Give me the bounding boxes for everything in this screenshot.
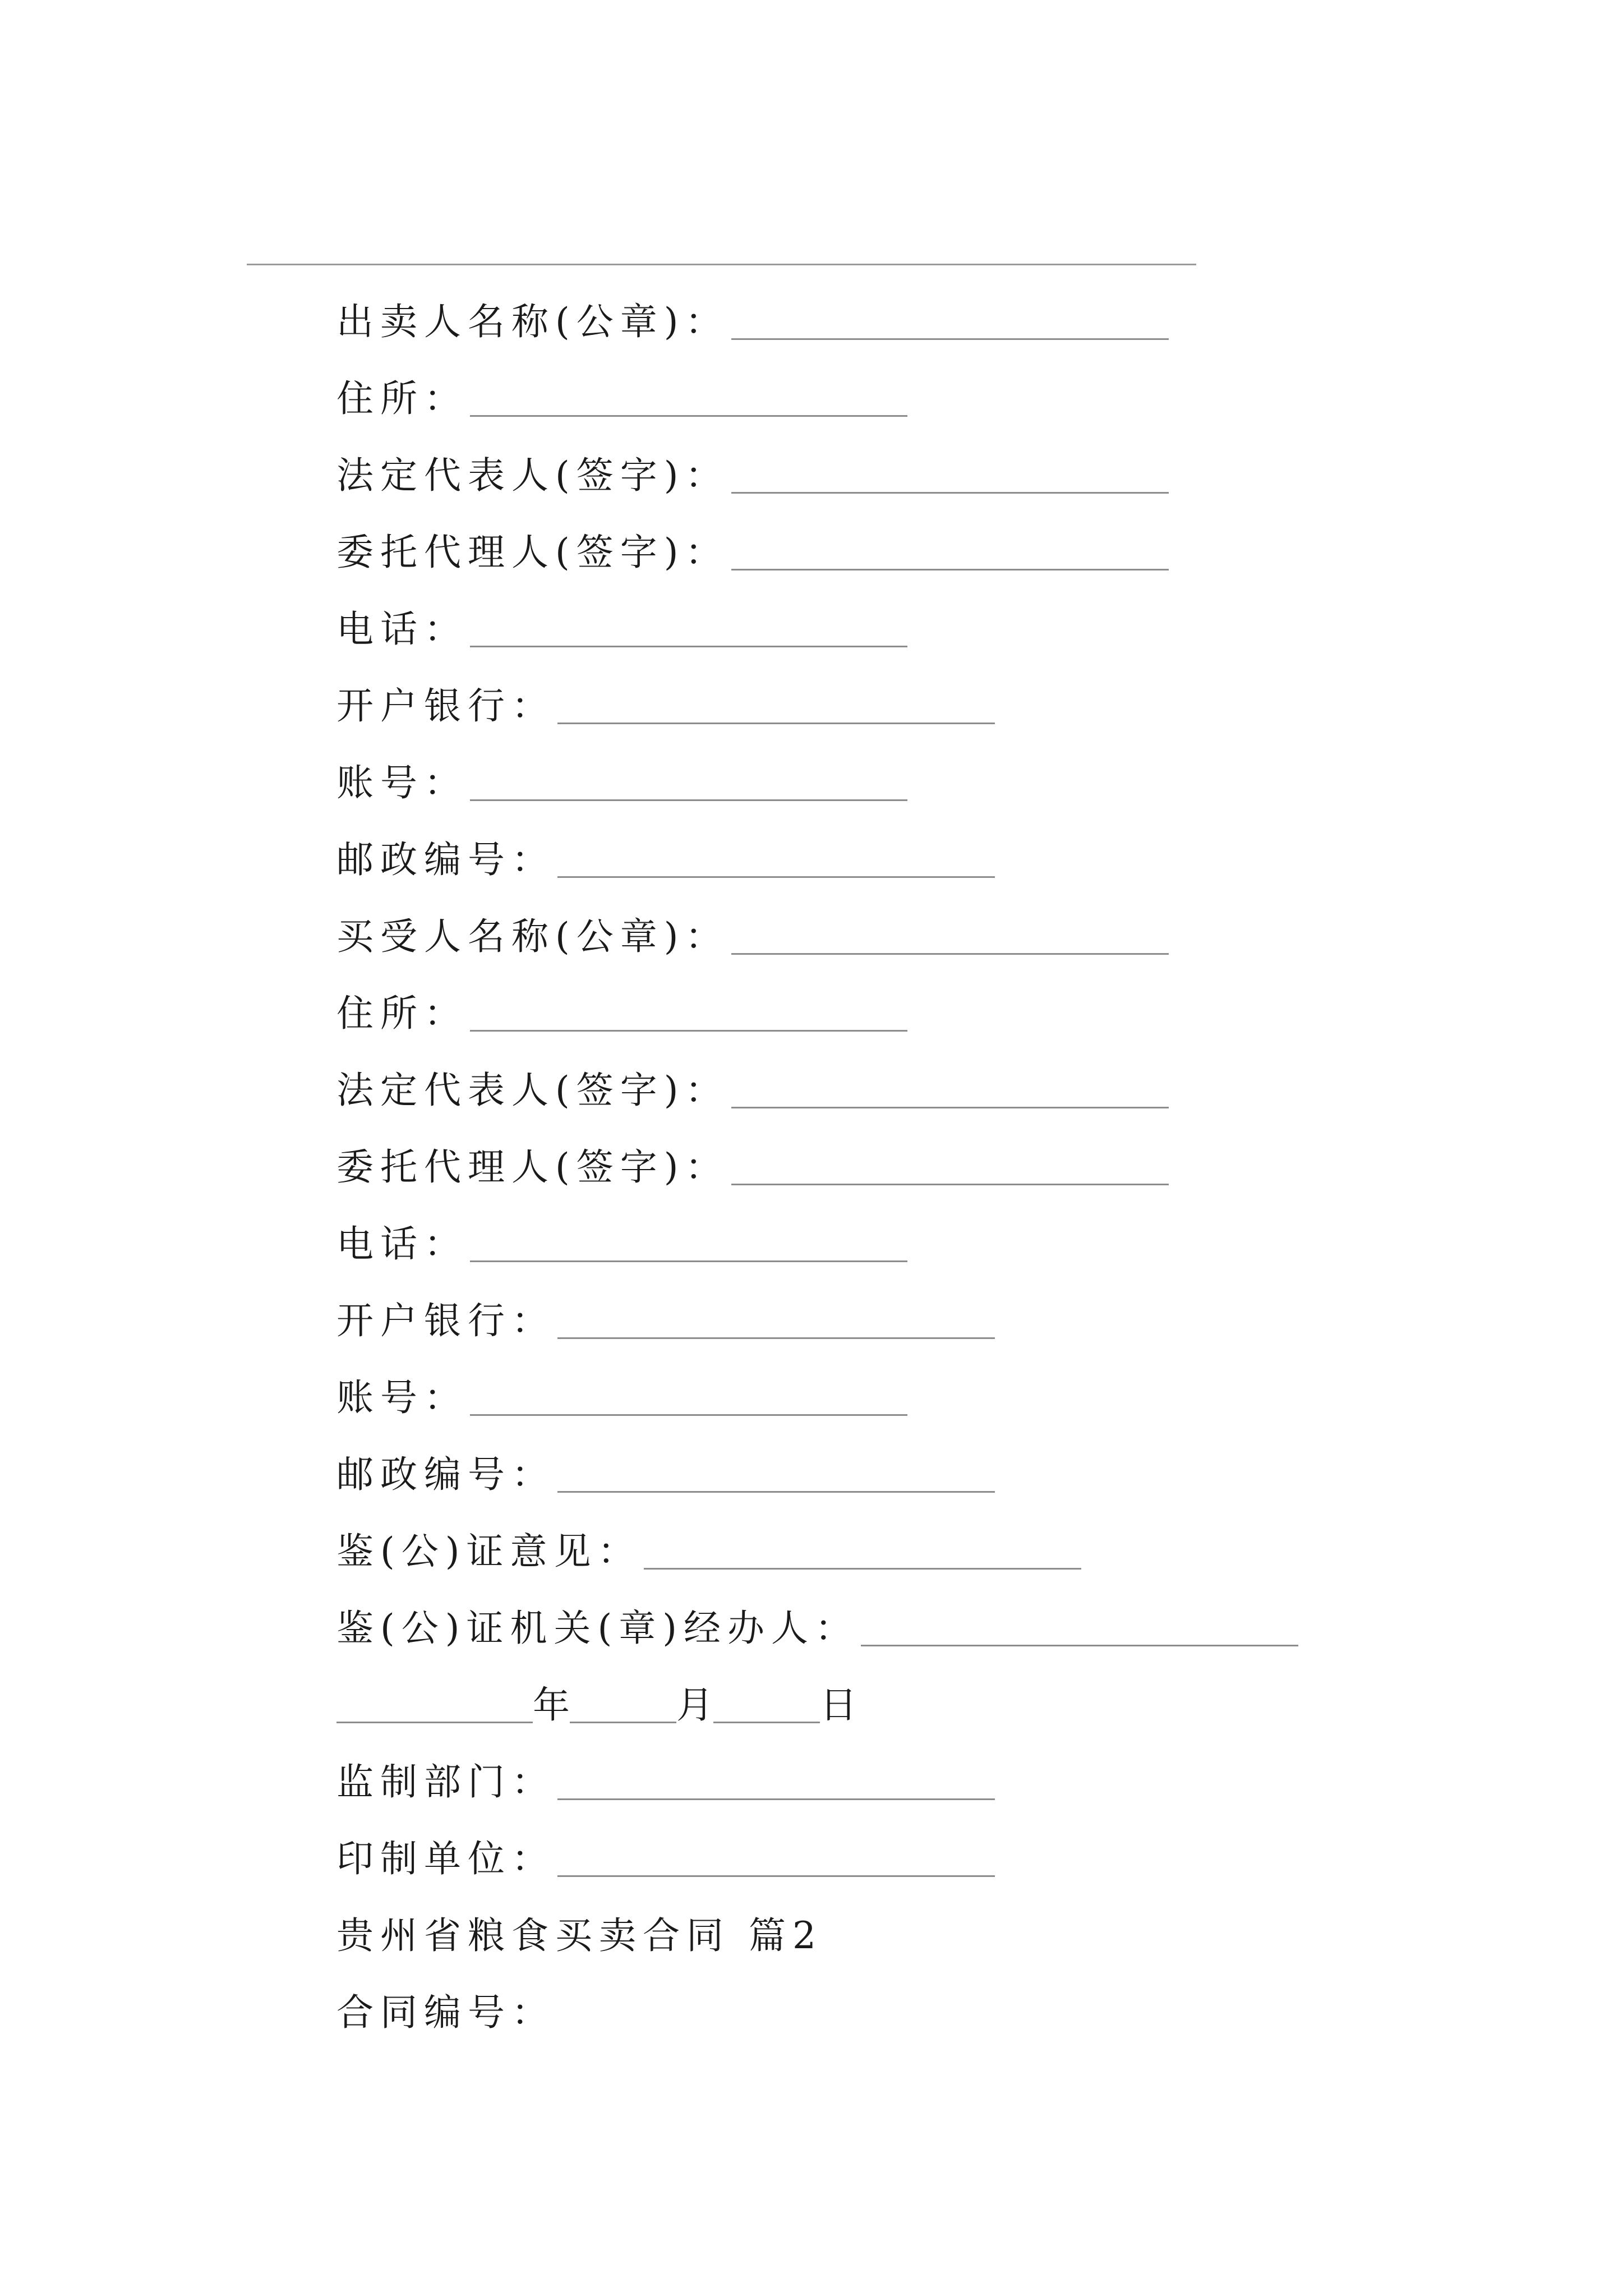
seller-legal-rep-label: 法定代表人(签字)：	[336, 454, 729, 497]
notary-office-label: 鉴(公)证机关(章)经办人：	[336, 1607, 859, 1650]
date-month-field[interactable]	[570, 1722, 676, 1723]
notary-office-field[interactable]	[861, 1645, 1298, 1646]
seller-agent-field[interactable]	[731, 569, 1169, 570]
date-month-label: 月	[676, 1683, 713, 1727]
buyer-legal-rep-field[interactable]	[731, 1107, 1169, 1108]
seller-address-row	[336, 365, 907, 432]
seller-account-label: 账号：	[336, 761, 468, 804]
buyer-name-field[interactable]	[731, 953, 1169, 955]
buyer-legal-rep-row	[336, 1057, 1169, 1124]
seller-name-field[interactable]	[731, 338, 1169, 340]
seller-postcode-row	[336, 826, 995, 894]
section-title-text: 贵州省粮食买卖合同 篇2	[336, 1914, 823, 1957]
date-year-label: 年	[533, 1683, 570, 1727]
seller-agent-label: 委托代理人(签字)：	[336, 531, 729, 574]
buyer-bank-label: 开户银行：	[336, 1299, 555, 1342]
seller-account-field[interactable]	[470, 799, 907, 801]
notary-opinion-label: 鉴(公)证意见：	[336, 1530, 642, 1573]
supervisor-row	[336, 1749, 995, 1816]
buyer-address-field[interactable]	[470, 1030, 907, 1032]
buyer-agent-label: 委托代理人(签字)：	[336, 1145, 729, 1189]
buyer-account-field[interactable]	[470, 1414, 907, 1416]
buyer-name-row	[336, 903, 1169, 970]
seller-phone-row	[336, 596, 907, 663]
notary-office-row	[336, 1595, 1298, 1662]
supervisor-label: 监制部门：	[336, 1760, 555, 1803]
seller-address-field[interactable]	[470, 415, 907, 417]
buyer-phone-field[interactable]	[470, 1260, 907, 1262]
printer-label: 印制单位：	[336, 1837, 555, 1880]
seller-address-label: 住所：	[336, 377, 468, 420]
date-day-label: 日	[820, 1683, 857, 1727]
buyer-postcode-field[interactable]	[557, 1491, 995, 1493]
buyer-agent-field[interactable]	[731, 1184, 1169, 1185]
seller-phone-label: 电话：	[336, 608, 468, 651]
seller-postcode-field[interactable]	[557, 876, 995, 878]
contract-no-row	[336, 1979, 555, 2046]
buyer-account-label: 账号：	[336, 1376, 468, 1419]
printer-field[interactable]	[557, 1875, 995, 1877]
buyer-bank-field[interactable]	[557, 1337, 995, 1339]
seller-legal-rep-row	[336, 442, 1169, 509]
contract-no-label: 合同编号：	[336, 1991, 555, 2034]
date-row	[336, 1672, 857, 1739]
date-day-field[interactable]	[713, 1722, 820, 1723]
seller-legal-rep-field[interactable]	[731, 492, 1169, 494]
seller-postcode-label: 邮政编号：	[336, 838, 555, 881]
buyer-name-label: 买受人名称(公章)：	[336, 915, 729, 958]
buyer-postcode-row	[336, 1441, 995, 1508]
buyer-phone-row	[336, 1211, 907, 1278]
buyer-account-row	[336, 1364, 907, 1432]
seller-name-row	[336, 288, 1169, 356]
date-year-field[interactable]	[336, 1722, 533, 1723]
seller-bank-label: 开户银行：	[336, 684, 555, 728]
supervisor-field[interactable]	[557, 1798, 995, 1800]
buyer-bank-row	[336, 1287, 995, 1355]
seller-name-label: 出卖人名称(公章)：	[336, 300, 729, 343]
buyer-address-label: 住所：	[336, 992, 468, 1035]
buyer-address-row	[336, 980, 907, 1047]
notary-opinion-field[interactable]	[644, 1568, 1081, 1570]
printer-row	[336, 1825, 995, 1893]
buyer-postcode-label: 邮政编号：	[336, 1453, 555, 1496]
section-title	[336, 1902, 823, 1970]
buyer-agent-row	[336, 1134, 1169, 1201]
seller-agent-row	[336, 519, 1169, 586]
seller-bank-field[interactable]	[557, 723, 995, 724]
notary-opinion-row	[336, 1518, 1081, 1585]
header-divider	[247, 264, 1196, 265]
buyer-legal-rep-label: 法定代表人(签字)：	[336, 1069, 729, 1112]
seller-phone-field[interactable]	[470, 646, 907, 647]
seller-account-row	[336, 749, 907, 817]
seller-bank-row	[336, 673, 995, 740]
buyer-phone-label: 电话：	[336, 1222, 468, 1266]
